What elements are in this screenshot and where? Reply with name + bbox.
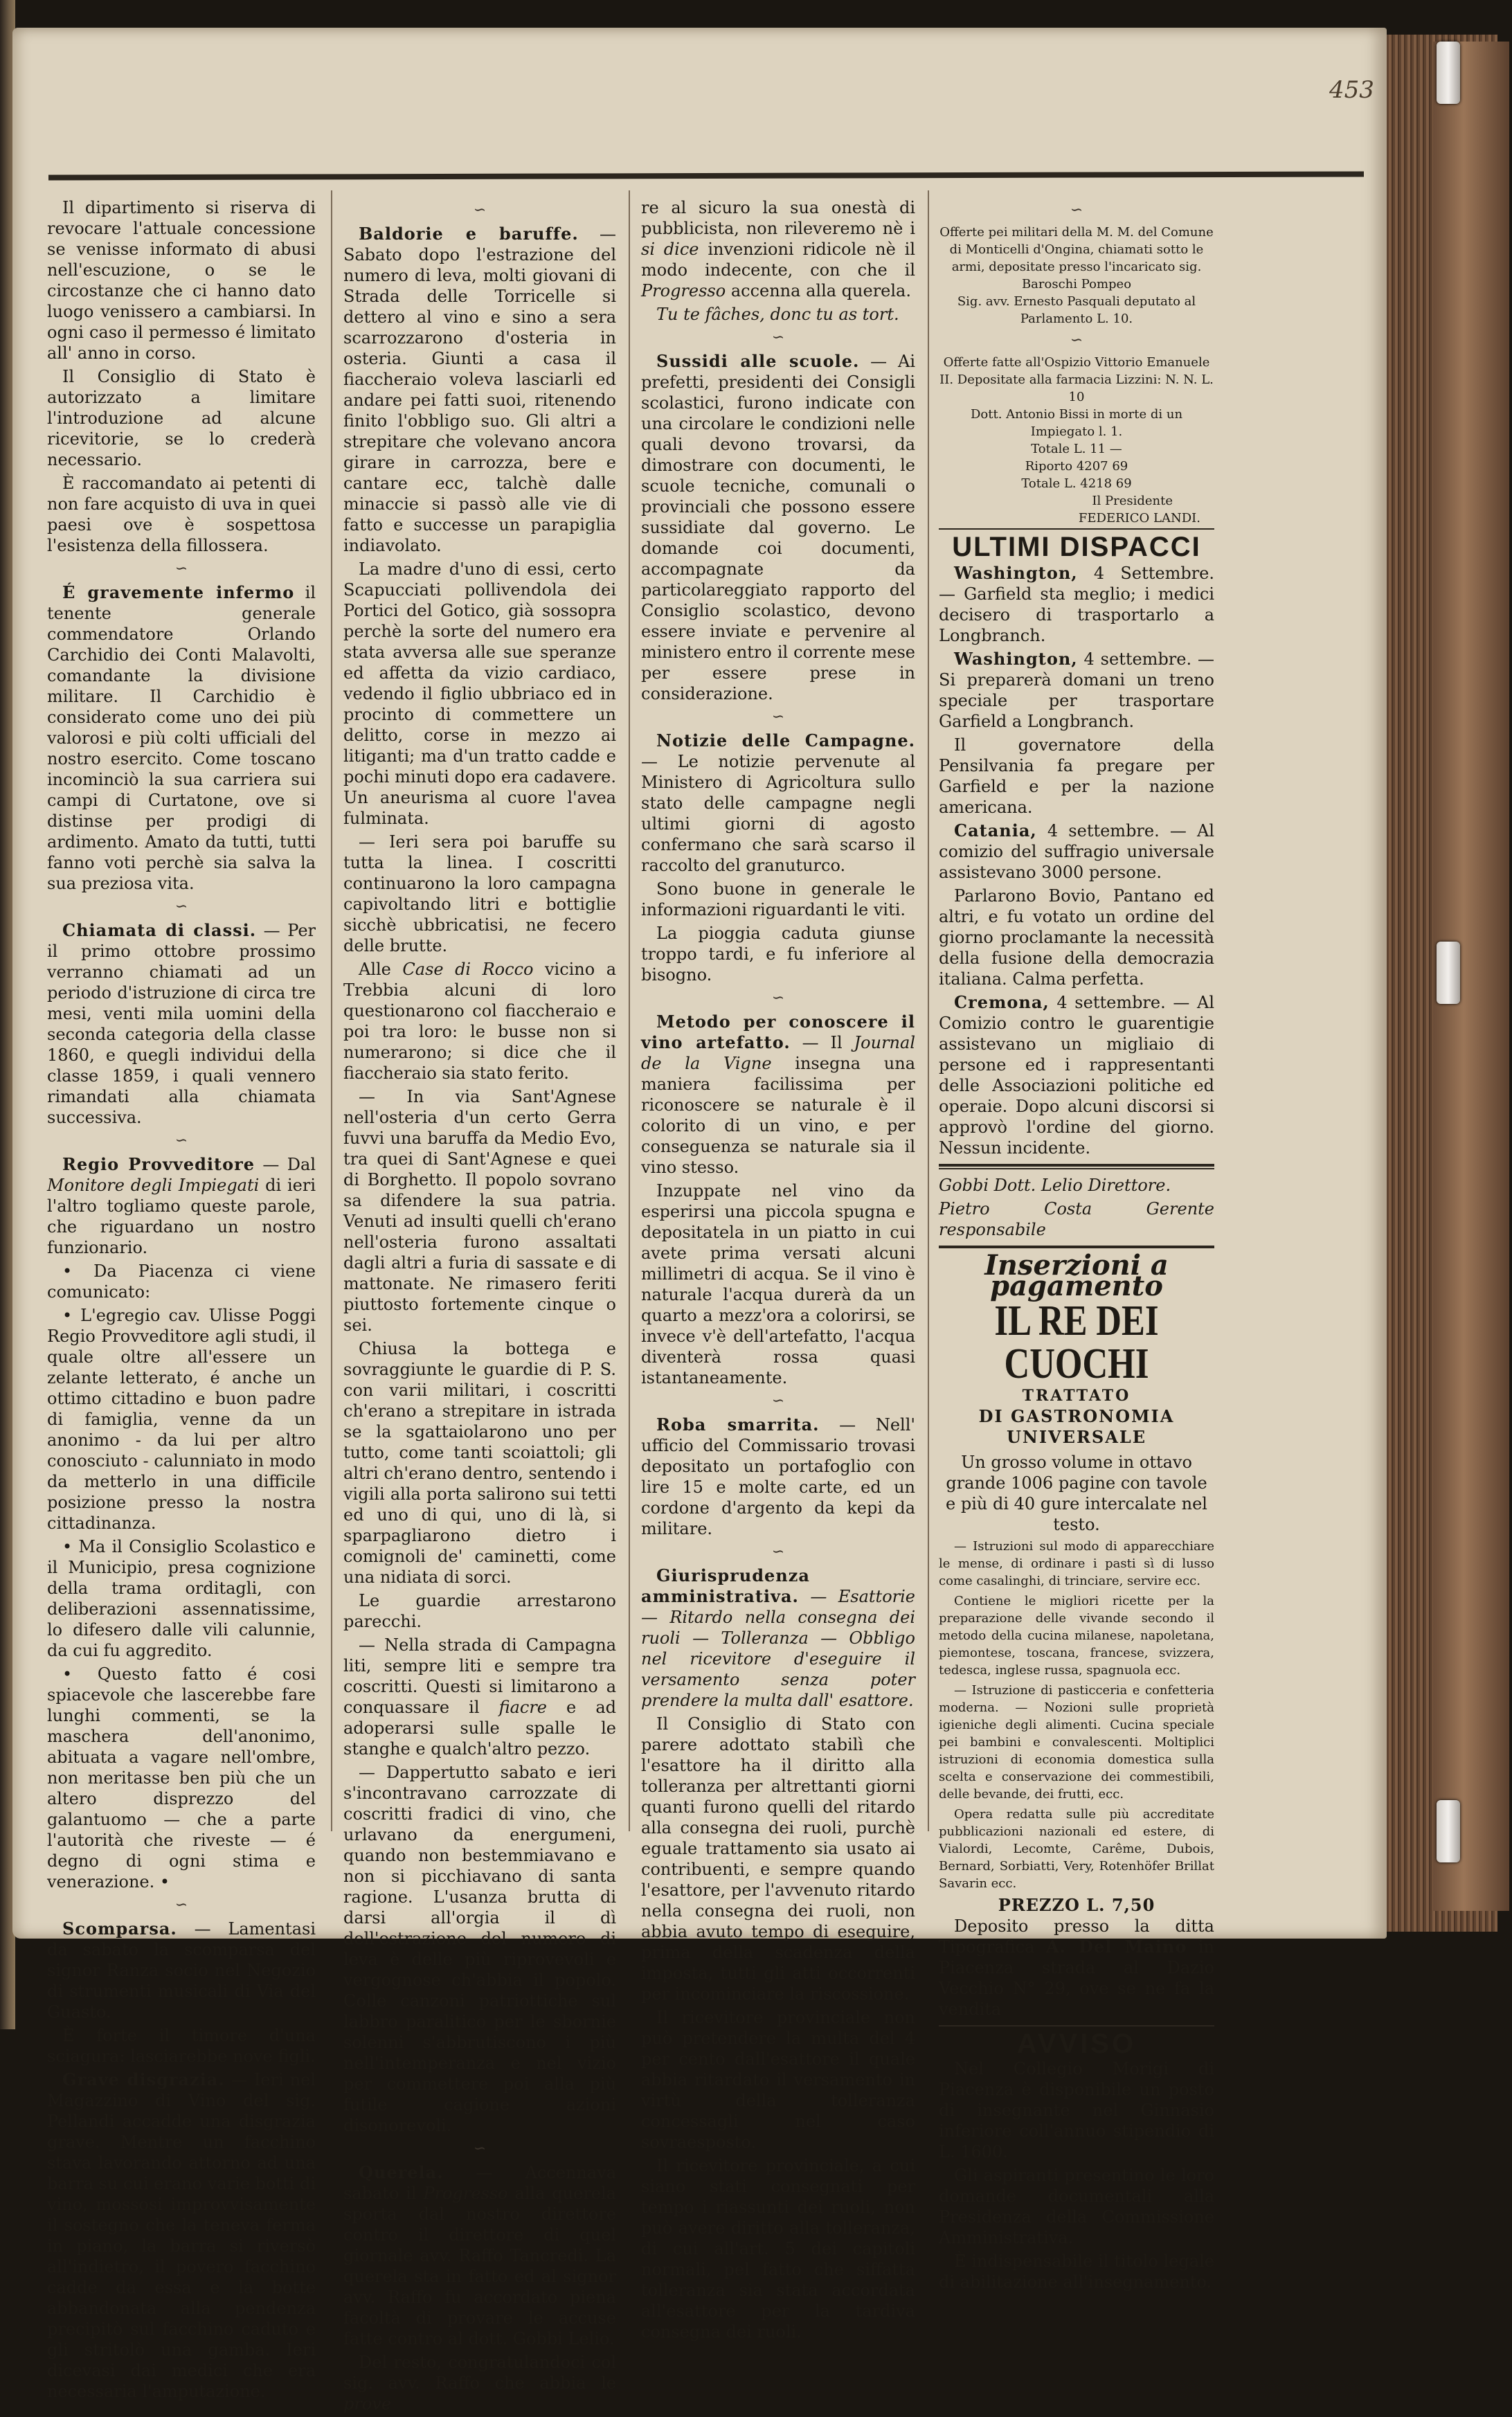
divider-thin [939, 1168, 1214, 1169]
article-text: — Accennava sabato il [343, 2163, 616, 2203]
article-text: invenzioni ridicole nè il modo indecente, con che il [641, 240, 915, 280]
section-separator: ∽ [771, 1392, 785, 1410]
ad-paragraph: Un grosso volume in ottavo grande 1006 pagine con tavole e più di 40 gure intercalate nel testo. [946, 1453, 1207, 1534]
article-text-italic: prove [343, 2394, 392, 2414]
article-paragraph: Inzuppate nel vino da esperirsi una piccola spugna e depositatela in un piatto in cui avete prima versati alcuni millimetri di acqua. Se il vino è naturale l'acqua durerà da un quarto a mezz'ora a colorirsi, se invece v'è dell'artefatto, l'acqua diventerà rossa quasi istantaneamente. [641, 1181, 915, 1387]
article-paragraph: La pioggia caduta giunse troppo tardi, e fu inferiore al bisogno. [641, 924, 915, 985]
offerte-ospizio: Offerte fatte all'Ospizio Vittorio Emanuele II. Depositate alla farmacia Lizzini: N. N. L. 10 [939, 355, 1214, 404]
dispatch-city: Catania, [954, 820, 1037, 841]
article-text: alla querela sporta dal nostro direttore contro il direttore di quel giornale avv. Raffo Tancredi. La querela sta in fatto ed al signor avv. Raffo fu accordato piena facoltà di provare le accuse fatte contro al dott. Gobbi Lelio. [343, 2184, 616, 2348]
dispatch-text: 4 settembre. — Al comizio del suffragio universale assistevano 3000 persone. [939, 821, 1214, 882]
column-divider-2 [629, 190, 630, 1831]
article-paragraph: Il dipartimento si riserva di revocare l'attuale concessione se venisse informato di abusi nell'escuzione, o se le circostanze che ci hanno dato luogo venissero a cambiarsi. In ogni caso il permesso é limitato all' anno in corso. [47, 198, 316, 363]
article-text: e ad adoperarsi sulle spalle le stanghe e qualch'altro pezzo. [343, 1698, 616, 1759]
dispatch-city: Washington, [954, 649, 1078, 669]
inserzioni-heading: Inserzioni a pagamento [984, 1249, 1169, 1302]
dispatch-text: Il governatore della Pensilvania fa pregare per Garfield e per la nazione americana. [939, 735, 1214, 817]
article-text: — Sabato dopo l'estrazione del numero di leva, molti giovani di Strada delle Torricelle si dettero al vino e sino a sera scarrozzarono d'osteria in osteria. Giunti a casa il fiaccheraio voleva lasciarli ed andare pei fatti suoi, ritenendo finito l'obbligo suo. Gli altri a strepitare che volevano ancora girare in carrozza, bere e cantare ecc, talchè dalle minaccie si passò alle vie di fatto e successe un parapiglia indiavolato. [343, 224, 616, 555]
section-separator: ∽ [771, 708, 785, 726]
headline-infermo: É gravemente infermo [62, 582, 295, 602]
headline-roba: Roba smarrita. [656, 1414, 820, 1435]
article-paragraph: — Dappertutto sabato e ieri s'incontravano carrozzate di coscritti fradici di vino, che urlavano da energumeni, quando non bestemmiavano e non si picchiavano di santa ragione. L'usanza brutta di darsi all'orgia il dì dell'estrazione del numero di leva è delle più riprovevoli e vergognose ch'abbia il popolo. Colle canzoni patriottiche sul labbro paralitico per le sbornie solenni s'abbrutiscono i più nell'intemperanza e nel vizio per commettere poi alla più futile cagione azioni disonorevoli. [343, 1763, 616, 2135]
headline-sussidi: Sussidi alle scuole. [656, 351, 860, 371]
ad-title: IL RE DEI CUOCHI [994, 1297, 1159, 1387]
riporto-line: Riporto 4207 69 [1025, 459, 1128, 474]
offerte-militari-detail: Sig. avv. Ernesto Pasquali deputato al Parlamento L. 10. [957, 294, 1196, 326]
article-paragraph: • Da Piacenza ci viene comunicato: [47, 1261, 316, 1302]
article-text-italic: Case di Rocco [402, 960, 534, 979]
section-separator: ∽ [771, 989, 785, 1007]
director-line: Gobbi Dott. Lelio Direttore. [939, 1176, 1171, 1195]
article-paragraph: Le guardie arrestarono parecchi. [343, 1591, 616, 1631]
article-text: insegna una maniera facilissima per riconoscere se naturale è il colorito di un vino, e per conseguenza se naturale sia il vino stesso. [641, 1054, 915, 1177]
article-paragraph: È forte il timore d'una sciagura: lasciarebbe nove figli. [47, 2026, 316, 2066]
ad-price: PREZZO L. 7,50 [998, 1895, 1155, 1915]
article-paragraph: Sono buone in generale le informazioni riguardanti le viti. [641, 879, 915, 919]
article-paragraph: • Questo fatto é cosi spiacevole che lascerebbe fare lunghi commenti, se la maschera dell'anonimo, abituata a vagare nell'ombre, non meritasse ben più che un altero disprezzo del galantuomo — che a parte l'autorità che riveste — é degno di ogni stima e venerazione. • [47, 1664, 316, 1892]
article-paragraph: — Ieri sera poi baruffe su tutta la linea. I coscritti continuarono la loro campagna capivoltando litri e bottiglie sicchè ubbricatisi, ne fecero delle brutte. [343, 832, 616, 955]
article-text: Alle [359, 960, 403, 979]
article-text-italic: — Esattorie — Ritardo nella consegna dei ruoli — Tolleranza — Obbligo nel ricevitore d'eseguire il versamento senza poter prendere la multa dall' esattore. [641, 1587, 915, 1710]
dispatch-text: 4 settembre. — Al Comizio contro le guarentigie assistevano un migliaio di persone ed i rappresentanti delle Associazioni politiche ed operaie. Dopo alcuni discorsi si approvò l'ordine del giorno. Nessun incidente. [939, 993, 1214, 1158]
article-paragraph: Il ricevitore provinciale non può pretendere la multa del 4 per cento dall'esattore il quale abbia ritardato il versamento in virtù della tolleranza concessagli nel caso sovraesposto. [641, 2008, 915, 2152]
binder-clip-middle [1437, 942, 1460, 1004]
dispacci-heading: ULTIMI DISPACCI [952, 532, 1201, 562]
headline-scomparsa: Scomparsa. [62, 1919, 177, 1939]
article-paragraph: È raccomandato ai petenti di non fare acquisto di uva in quei paesi ove è sospettosa l'esistenza della fillossera. [47, 474, 316, 555]
article-text-italic: fiacre [498, 1698, 547, 1717]
article-text: — Nell' ufficio del Commissario trovasi depositato un portafoglio con lire 15 e molte carte, ed un cordone d'argento da kepi da militare. [641, 1415, 915, 1538]
article-paragraph: • Ma il Consiglio Scolastico e il Municipio, presa cognizione della trama orditagli, con deliberazioni assennatissime, lo difesero dalle vili calunnie, da cui fu aggredito. [47, 1537, 316, 1660]
article-paragraph: • L'egregio cav. Ulisse Poggi Regio Provveditore agli studi, il quale oltre all'essere un zelante letterato, é anche un ottimo cittadino e buon padre di famiglia, venne da un anonimo - da lui per altro conosciuto - calunniato in modo da metterlo in una difficile posizione presso la nostra cittadinanza. [47, 1306, 316, 1533]
headline-notizie: Notizie delle Campagne. [656, 730, 915, 751]
article-paragraph: — In via Sant'Agnese nell'osteria d'un certo Gerra fuvvi una baruffa da Medio Evo, tra quei di Sant'Agnese e quei di Borghetto. Il popolo sovrano sa difendere la sua patria. Venuti ad insulti quelli ch'erano nell'osteria furono assaltati dagli altri a furia di sassate e di mattonate. Ne rimasero feriti piuttosto fortemente cinque o sei. [343, 1087, 616, 1335]
dispatch-text: Parlarono Bovio, Pantano ed altri, e fu votato un ordine del giorno proclamante la necessità della fusione della democrazia italiana. Calma perfetta. [939, 886, 1214, 989]
article-text: — Nella strada di Campagna liti, sempre liti e sempre tra coscritti. Questi si limitarono a conquassare il [343, 1635, 616, 1717]
section-separator: ∽ [174, 1896, 188, 1914]
presidente-name: FEDERICO LANDI. [1078, 511, 1200, 525]
headline-grave: Grave disgrazia. [62, 2069, 225, 2090]
article-text: di ieri l'altro togliamo queste parole, che riguardano un nostro funzionario. [47, 1176, 316, 1257]
article-text: — Ai prefetti, presidenti dei Consigli scolastici, furono indicate con una circolare le condizioni nelle quali devono trovarsi, da dimostrare con documenti, le scuole tecniche, comunali o provinciali che possono essere sussidiate dal governo. Le domande coi documenti, accompagnate da particolareggiato rapporto del Consiglio scolastico, devono essere inviate e pervenire al ministero entro il corrente mese per essere prese in considerazione. [641, 352, 915, 703]
article-paragraph: La madre d'uno di essi, certo Scapucciati pollivendola dei Portici del Gotico, già sossopra perchè la sorte del numero era stata avversa alle sue speranze ed affetta da vizio cardiaco, vedendo il figlio ubbriaco ed in procinto di commettere un delitto, corse in mezzo ai litiganti; ma d'un tratto cadde e pochi minuti dopo era cadavere. Un aneurisma al cuore l'avea fulminata. [343, 559, 616, 828]
ad-paragraph: — Istruzioni sul modo di apparecchiare le mense, di ordinare i pasti sì di lusso come casalinghi, di trinciare, servire ecc. [939, 1539, 1214, 1588]
totale-final: Totale L. 4218 69 [1021, 476, 1132, 491]
section-separator: ∽ [473, 201, 487, 219]
article-text: — Per il primo ottobre prossimo verranno chiamati ad un periodo d'istruzione di circa tre mesi, venti mila uomini della seconda categoria della classe 1860, e quegli individui della classe 1859, i quali vennero rimandati alla chiamata successiva. [47, 921, 316, 1127]
column-2 [343, 197, 616, 2417]
column-1 [47, 197, 316, 2405]
article-paragraph: Il ricevitore provinciale, a cui siano stati consegnati per tempo i riassunti dei ruoli, non può avere diritto alla tolleranza, di cui all'art. 5 dei capitoli normali, pel fatto che siffatta tolleranza sia stata accordata all'esattore per la tardiva consegna dei ruoli. [641, 2156, 915, 2342]
section-separator: ∽ [473, 2140, 487, 2157]
article-text: Del resto, congratulandoci col sig. avv. Raffo che abbia le [343, 2353, 616, 2393]
article-text-italic: Progresso [423, 2184, 508, 2203]
headline-baldorie: Baldorie e baruffe. [359, 224, 579, 244]
binder-clip-top [1437, 42, 1460, 104]
dispatch-text: 4 settembre. — Si preparerà domani un treno speciale per trasportare Garfield a Longbranch. [939, 649, 1214, 731]
offerte-ospizio-detail: Dott. Antonio Bissi in morte di un Impiegato l. 1. [970, 407, 1183, 439]
avviso-paragraph: Nel Collegio Morigi di Piacenza è disponibile un posto di insegnante nel Ginnasio inferiore coll'annuo stipendio di L. 1600. [939, 2059, 1214, 2162]
article-text: — Ieri nel Magazzino di Vino del sig. Pellandi accadde una disgrazia grave. Mentre un facchino stava lavorando attorno ad una barra su cui erano varie botti di vino, mossosi improvvisamente il sostegno che la teneva ferma in piano, la barra si riversò all'indietro, il povero facchino cadde da essa e la botte abbandonata alla pendenza precipitò sul facchino caduto e gli stritolò una gamba. Ieri dicevasi dai medici che era necessaria l'amputazione. [47, 2070, 316, 2401]
article-text: accenna alla querela. [726, 281, 911, 300]
section-separator: ∽ [1070, 332, 1083, 349]
ad-paragraph: Opera redatta sulle più accreditate pubblicazioni nazionali ed estere, di Vialordi, Lecomte, Carême, Dubois, Bernard, Sorbiatti, Very, Rotenhöfer Brillat Savarin ecc. [939, 1807, 1214, 1891]
article-text: — Lamentasi da sabato la scomparsa del signor Ranza socio nel Negozio di strumenti musicali di Via del Guasto. [47, 1919, 316, 2022]
article-paragraph: Chiusa la bottega e sovraggiunte le guardie di P. S. con varii militari, i coscritti ch'erano a strepitare in istrada se la sgattaiolarono uno per tutto, come tanti scoiattoli; gli altri ch'erano dentro, sentendo i vigili alla porta salirono sui tetti ed uno di qui, uno di là, si sparpagliarono dietro i comignoli de' caminetti, come una nidiata di sorci. [343, 1339, 616, 1587]
quote-line: Tu te fâches, donc tu as tort. [656, 305, 899, 324]
ad-deposit-text: in Piacenza strada al Dazio Vecchio N° 29, ove se ne fa la vendita [939, 1937, 1214, 2019]
ad-trattato: TRATTATO [1022, 1387, 1131, 1405]
dispatch-text: 4 Settembre. — Garfield sta meglio; i medici decisero di trasportarlo a Longbranch. [939, 564, 1214, 645]
ad-deposit-name: A. Del Maino [1045, 1937, 1187, 1957]
offerte-militari: Offerte pei militari della M. M. del Comune di Monticelli d'Ongina, chiamati sotto le armi, depositate presso l'incaricato sig. Baroschi Pompeo [939, 225, 1214, 291]
totale-line: Totale L. 11 — [1031, 442, 1122, 456]
avviso-paragraph: È indispensabile il titolo legale di abilitazione all'insegnamento. [939, 2252, 1214, 2292]
ad-paragraph: Contiene le migliori ricette per la preparazione delle vivande secondo il metodo della cucina milanese, napoletana, piemontese, toscana, francese, svizzera, tedesca, inglese russa, spagnuola ecc. [939, 1594, 1214, 1678]
article-text: il tenente generale commendatore Orlando Carchidio dei Conti Malavolti, comandante la divisione militare. Il Carchidio è considerato come uno dei più valorosi e più colti ufficiali del nostro esercito. Come toscano incominciò la sua carriera sui campi di Curtatone, ove si distinse per prodigi di ardimento. Amato da tutti, tutti fanno voti perchè sia salva la sua preziosa vita. [47, 583, 316, 893]
headline-metodo: Metodo per conoscere il vino artefatto. [641, 1012, 915, 1052]
article-text-italic: Progresso [641, 281, 726, 300]
ad-subtitle: DI GASTRONOMIA UNIVERSALE [978, 1406, 1175, 1447]
headline-regio: Regio Provveditore [62, 1154, 255, 1174]
headline-giuris: Giurisprudenza amministrativa. [641, 1565, 810, 1606]
column-divider-3 [928, 190, 929, 1831]
article-text: — Le notizie pervenute al Ministero di Agricoltura sullo stato delle campagne negli ultimi giorni di agosto confermano che sarà scarso il raccolto del granuturco. [641, 752, 915, 875]
avviso-paragraph: Gli aspiranti presentino le loro domande documentali alla Presidenza della Commissione Amministrativa. [939, 2166, 1214, 2247]
section-separator: ∽ [771, 329, 785, 346]
dispatch-city: Washington, [954, 563, 1078, 583]
column-4 [939, 197, 1214, 2295]
divider [939, 2025, 1214, 2027]
ad-deposit-text: Deposito presso la ditta Tipografica [939, 1916, 1214, 1957]
article-text: vicino a Trebbia alcuni di loro questionarono col fiaccheraio e poi tra loro: le busse non si numerarono; si dice che il fiaccheraio sia stato ferito. [343, 960, 617, 1083]
avviso-heading: AVVISO [1016, 2029, 1137, 2059]
binder-clip-bottom [1437, 1800, 1460, 1862]
section-separator: ∽ [771, 1543, 785, 1561]
section-separator: ∽ [174, 560, 188, 577]
gerente-line: Pietro Costa Gerente responsabile [939, 1199, 1214, 1239]
article-paragraph: Il Consiglio di Stato con parere adottato stabilì che l'esattore ha il diritto alla tolleranza per altrettanti giorni quanti furono quelli del ritardo alla consegna dei ruoli, purchè eguale trattamento sia usato ai contribuenti, e sempre quando l'esattore, per l'avvenuto ritardo nella consegna dei ruoli, non abbia avuto tempo di eseguire, prima della scadenza della imposta, tutti gli atti occorrenti per incominciare la riscossione. [641, 1714, 915, 2004]
article-paragraph: Il Consiglio di Stato è autorizzato a limitare l'introduzione ad alcune ricevitorie, se lo crederà necessario. [47, 367, 316, 469]
column-3 [641, 197, 915, 2345]
presidente-title: Il Presidente [1092, 494, 1173, 508]
article-text-italic: si dice [641, 240, 699, 259]
section-separator: ∽ [174, 898, 188, 915]
headline-querela: Querela. [359, 2162, 444, 2182]
column-divider-1 [331, 190, 332, 1831]
page-number: 453 [1329, 76, 1374, 104]
article-text: — Il [790, 1033, 854, 1052]
divider-thick [939, 1246, 1214, 1248]
headline-chiamata: Chiamata di classi. [62, 920, 257, 940]
section-separator: ∽ [1070, 201, 1083, 219]
divider [939, 528, 1214, 530]
divider-thick [939, 1164, 1214, 1167]
ad-paragraph: — Istruzione di pasticceria e confetteria moderna. — Nozioni sulle proprietà igieniche degli alimenti. Cucina speciale pei bambini e convalescenti. Moltiplici istruzioni di economia domestica sulla scelta e conservazione dei commestibili, delle bevande, dei frutti, ecc. [939, 1683, 1214, 1801]
article-text: re al sicuro la sua onestà di pubblicista, non rileveremo nè i [641, 198, 915, 238]
dispatch-city: Cremona, [954, 992, 1050, 1012]
article-text-italic: Monitore degli Impiegati [47, 1176, 260, 1195]
article-text-italic: Journal de la Vigne [641, 1033, 915, 1073]
article-text: — Dal [255, 1155, 316, 1174]
section-separator: ∽ [174, 1132, 188, 1149]
